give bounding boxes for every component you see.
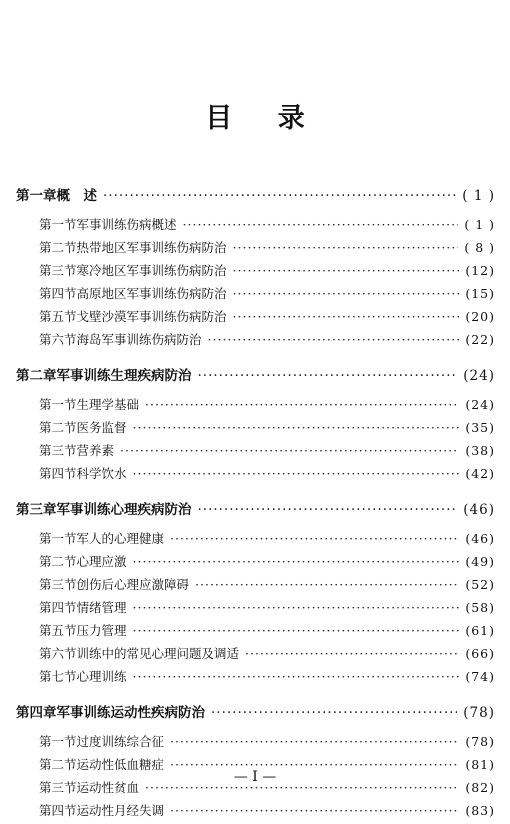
- section-number: 第六节: [39, 332, 77, 347]
- chapter-number: 第一章: [16, 188, 57, 204]
- section-title: 医务监督: [76, 420, 127, 435]
- section-page: (12): [465, 263, 495, 278]
- section-title: 戈壁沙漠军事训练伤病防治: [76, 309, 227, 324]
- chapter-number: 第二章: [16, 368, 57, 384]
- toc-chapter-row: [16, 364, 495, 388]
- section-number: 第四节: [39, 466, 77, 481]
- toc-section-row: [16, 238, 495, 261]
- section-title: 热带地区军事训练伤病防治: [76, 240, 227, 255]
- section-number: 第五节: [39, 309, 77, 324]
- dot-leader: [198, 368, 458, 384]
- dot-leader: [183, 217, 459, 232]
- section-number: 第五节: [39, 623, 77, 638]
- section-title: 寒冷地区军事训练伤病防治: [76, 263, 227, 278]
- chapter-page: (46): [463, 502, 495, 518]
- section-number: 第三节: [39, 577, 77, 592]
- section-page: (61): [465, 623, 495, 638]
- section-title: 心理应激: [76, 554, 127, 569]
- dot-leader: [170, 531, 459, 546]
- section-page: (74): [465, 669, 495, 684]
- chapter-page: (78): [463, 705, 495, 721]
- section-title: 运动性月经失调: [76, 803, 165, 818]
- chapter-number: 第四章: [16, 705, 57, 721]
- chapter-title: 军事训练生理疾病防治: [56, 368, 192, 384]
- section-number: 第四节: [39, 600, 77, 615]
- toc-section-row: [16, 330, 495, 353]
- section-number: 第一节: [39, 531, 77, 546]
- section-page: (24): [465, 397, 495, 412]
- section-page: (83): [465, 803, 495, 818]
- section-number: 第七节: [39, 669, 77, 684]
- chapter-title: 军事训练心理疾病防治: [56, 502, 192, 518]
- dot-leader: [133, 420, 460, 435]
- chapter-title: 概 述: [56, 188, 97, 204]
- section-page: (42): [465, 466, 495, 481]
- section-title: 营养素: [76, 443, 115, 458]
- section-page: (81): [465, 757, 495, 772]
- section-page: (78): [465, 734, 495, 749]
- toc-section-row: [16, 307, 495, 330]
- toc-section-row: [16, 284, 495, 307]
- dot-leader: [233, 309, 460, 324]
- dot-leader: [145, 397, 459, 412]
- section-title: 运动性低血糖症: [76, 757, 165, 772]
- toc-section-row: [16, 529, 495, 552]
- section-page: (49): [465, 554, 495, 569]
- section-page: (35): [465, 420, 495, 435]
- section-title: 过度训练综合征: [76, 734, 165, 749]
- section-page: ( 8 ): [464, 240, 495, 255]
- section-title: 海岛军事训练伤病防治: [76, 332, 202, 347]
- toc-section-row: [16, 801, 495, 824]
- section-number: 第四节: [39, 803, 77, 818]
- toc-section-row: [16, 575, 495, 598]
- section-title: 情绪管理: [76, 600, 127, 615]
- toc-title-char: 录: [277, 103, 305, 134]
- section-page: (22): [465, 332, 495, 347]
- section-number: 第二节: [39, 554, 77, 569]
- page-number: — I —: [233, 769, 277, 785]
- toc-section-row: [16, 552, 495, 575]
- section-title: 军事训练伤病概述: [76, 217, 177, 232]
- toc-title: [0, 96, 510, 135]
- chapter-page: (24): [463, 368, 495, 384]
- dot-leader: [103, 188, 456, 204]
- section-title: 心理训练: [76, 669, 127, 684]
- dot-leader: [245, 646, 459, 661]
- table-of-contents: [16, 184, 495, 824]
- dot-leader: [233, 240, 459, 255]
- section-number: 第六节: [39, 646, 77, 661]
- section-title: 科学饮水: [76, 466, 127, 481]
- toc-section-row: [16, 215, 495, 238]
- section-page: (46): [465, 531, 495, 546]
- section-number: 第三节: [39, 443, 77, 458]
- dot-leader: [133, 600, 460, 615]
- section-number: 第一节: [39, 217, 77, 232]
- section-title: 军人的心理健康: [76, 531, 165, 546]
- section-number: 第三节: [39, 263, 77, 278]
- dot-leader: [208, 332, 460, 347]
- toc-section-row: [16, 598, 495, 621]
- dot-leader: [120, 443, 459, 458]
- toc-title-char: 目: [205, 103, 233, 134]
- section-page: (15): [465, 286, 495, 301]
- dot-leader: [198, 502, 458, 518]
- section-number: 第一节: [39, 397, 77, 412]
- dot-leader: [170, 803, 459, 818]
- section-page: (20): [465, 309, 495, 324]
- toc-section-row: [16, 464, 495, 487]
- section-page: (58): [465, 600, 495, 615]
- toc-chapter-row: [16, 184, 495, 208]
- dot-leader: [133, 669, 460, 684]
- chapter-title: 军事训练运动性疾病防治: [56, 705, 205, 721]
- dot-leader: [233, 263, 460, 278]
- toc-section-row: [16, 732, 495, 755]
- toc-section-row: [16, 441, 495, 464]
- section-title: 生理学基础: [76, 397, 140, 412]
- chapter-page: ( 1 ): [462, 188, 495, 204]
- chapter-number: 第三章: [16, 502, 57, 518]
- toc-chapter-row: [16, 701, 495, 725]
- section-page: ( 1 ): [464, 217, 495, 232]
- section-number: 第二节: [39, 757, 77, 772]
- section-title: 高原地区军事训练伤病防治: [76, 286, 227, 301]
- toc-section-row: [16, 418, 495, 441]
- section-number: 第二节: [39, 420, 77, 435]
- section-number: 第三节: [39, 780, 77, 795]
- section-title: 压力管理: [76, 623, 127, 638]
- dot-leader: [233, 286, 460, 301]
- section-number: 第一节: [39, 734, 77, 749]
- toc-chapter-row: [16, 498, 495, 522]
- section-page: (66): [465, 646, 495, 661]
- dot-leader: [133, 623, 460, 638]
- dot-leader: [133, 554, 460, 569]
- section-page: (52): [465, 577, 495, 592]
- dot-leader: [195, 577, 459, 592]
- toc-section-row: [16, 667, 495, 690]
- dot-leader: [170, 734, 459, 749]
- section-page: (82): [465, 780, 495, 795]
- section-title: 运动性贫血: [76, 780, 140, 795]
- section-number: 第四节: [39, 286, 77, 301]
- toc-section-row: [16, 621, 495, 644]
- section-number: 第二节: [39, 240, 77, 255]
- dot-leader: [133, 466, 460, 481]
- toc-section-row: [16, 395, 495, 418]
- dot-leader: [211, 705, 457, 721]
- section-page: (38): [465, 443, 495, 458]
- section-title: 训练中的常见心理问题及调适: [76, 646, 240, 661]
- toc-section-row: [16, 644, 495, 667]
- section-title: 创伤后心理应激障碍: [76, 577, 190, 592]
- toc-section-row: [16, 261, 495, 284]
